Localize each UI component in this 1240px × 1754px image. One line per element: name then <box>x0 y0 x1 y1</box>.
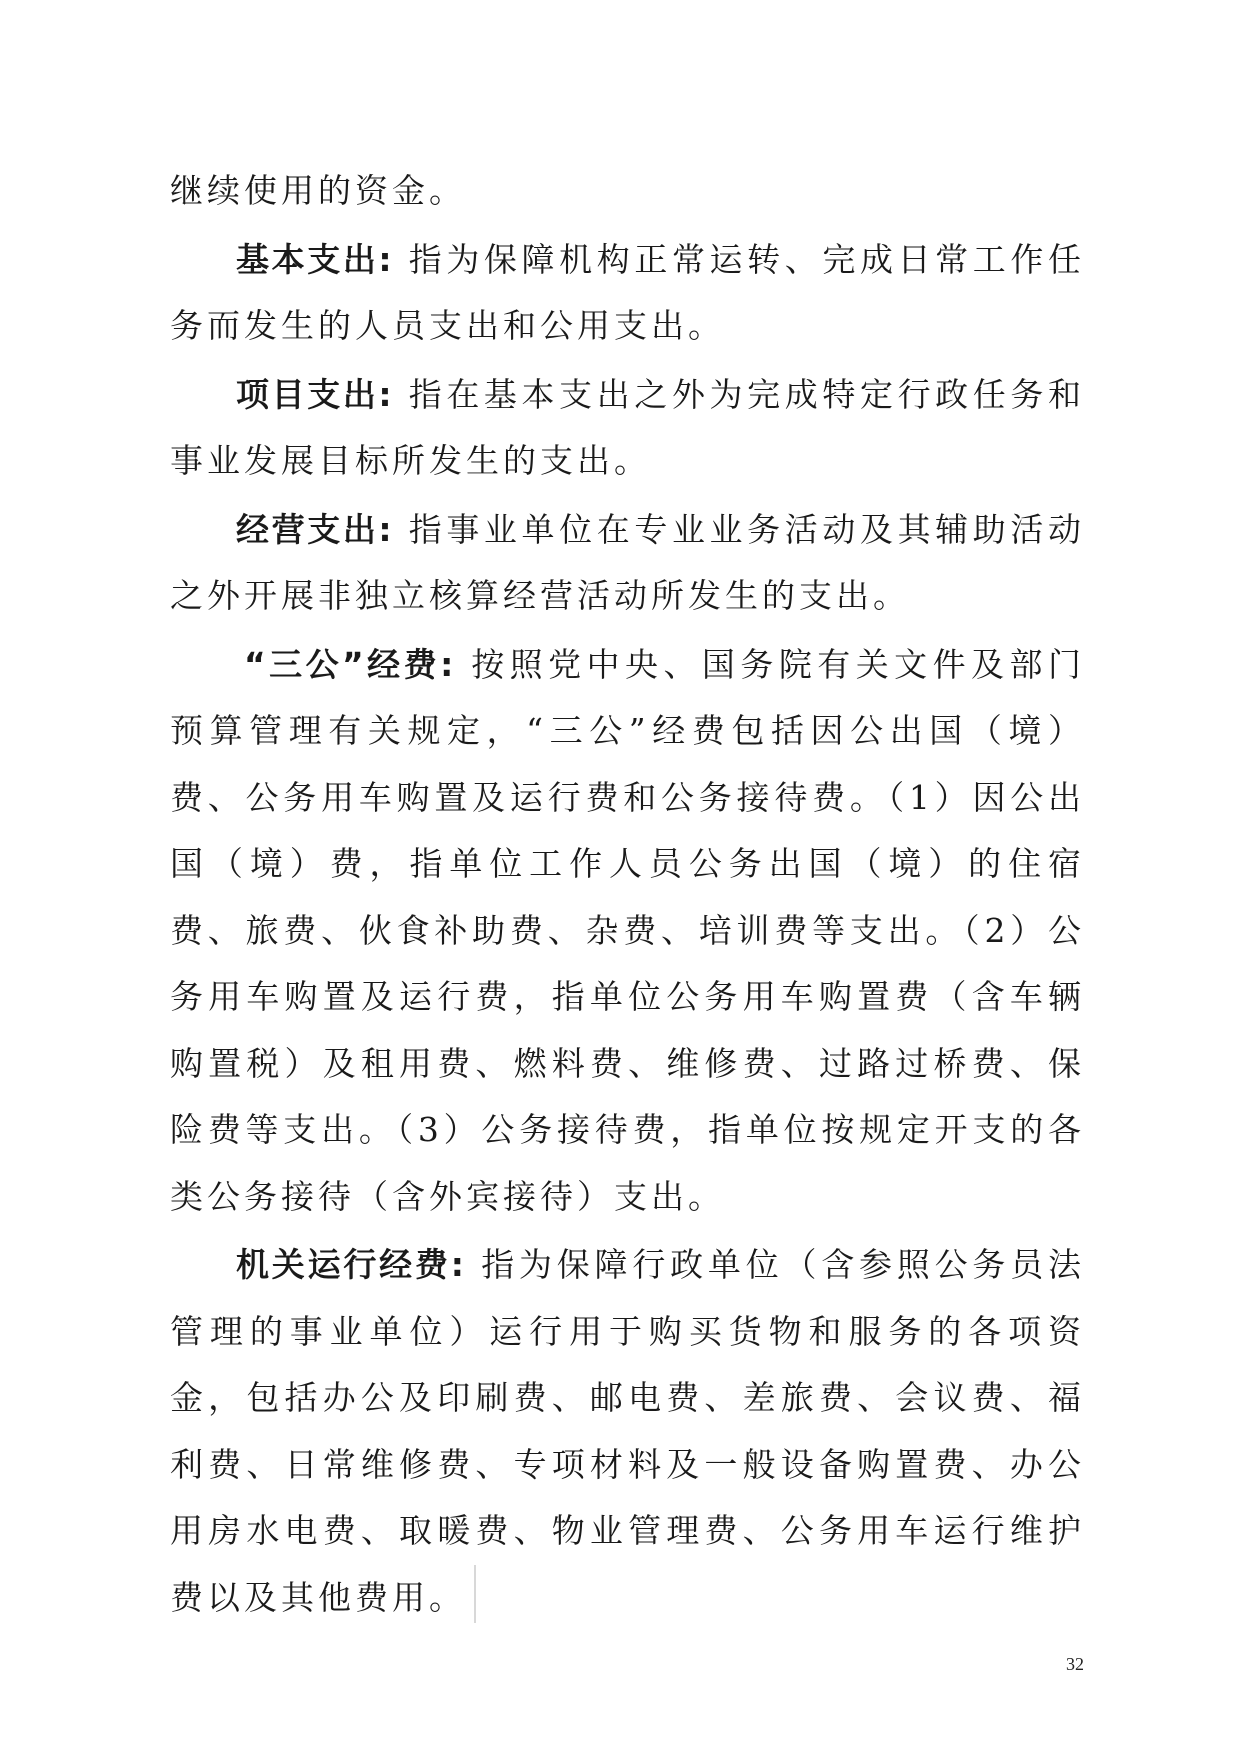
term-heading: “三公”经费: <box>244 644 456 684</box>
paragraph-text: 指为保障行政单位（含参照公务员法管理的事业单位）运行用于购买货物和服务的各项资金，包括办公及印刷费、邮电费、差旅费、会议费、福利费、日常维修费、专项材料及一般设备购置费、办公用房水电费、取暖费、物业管理费、公务用车运行维护费以及其他费用。 <box>170 1245 1085 1617</box>
paragraph-basic-expenditure <box>170 227 1085 360</box>
paragraph-text: 指在基本支出之外为完成特定行政任务和事业发展目标所发生的支出。 <box>170 374 1085 480</box>
document-body <box>170 158 1085 1633</box>
paragraph-operating-expenditure <box>170 497 1085 630</box>
term-heading: 经营支出: <box>236 509 394 549</box>
paragraph-project-expenditure <box>170 362 1085 495</box>
paragraph-text: 按照党中央、国务院有关文件及部门预算管理有关规定，“三公”经费包括因公出国（境）费、公务用车购置及运行费和公务接待费。（1）因公出国（境）费，指单位工作人员公务出国（境）的住宿费、旅费、伙食补助费、杂费、培训费等支出。（2）公务用车购置及运行费，指单位公务用车购置费（含车辆购置税）及租用费、燃料费、维修费、过路过桥费、保险费等支出。（3）公务接待费，指单位按规定开支的各类公务接待（含外宾接待）支出。 <box>170 644 1085 1216</box>
term-heading: 基本支出: <box>236 239 394 279</box>
term-heading: 机关运行经费: <box>236 1245 466 1284</box>
paragraph-text: 指为保障机构正常运转、完成日常工作任务而发生的人员支出和公用支出。 <box>170 239 1085 345</box>
paragraph-continuation <box>170 158 1085 225</box>
paragraph-agency-operating-funds <box>170 1232 1085 1631</box>
paragraph-text: 继续使用的资金。 <box>170 171 466 210</box>
text-cursor-mark <box>474 1565 476 1623</box>
page-number: 32 <box>1066 1654 1084 1674</box>
paragraph-three-public-expenses <box>170 632 1085 1231</box>
paragraph-text: 指事业单位在专业业务活动及其辅助活动之外开展非独立核算经营活动所发生的支出。 <box>170 509 1085 615</box>
term-heading: 项目支出: <box>236 374 394 414</box>
